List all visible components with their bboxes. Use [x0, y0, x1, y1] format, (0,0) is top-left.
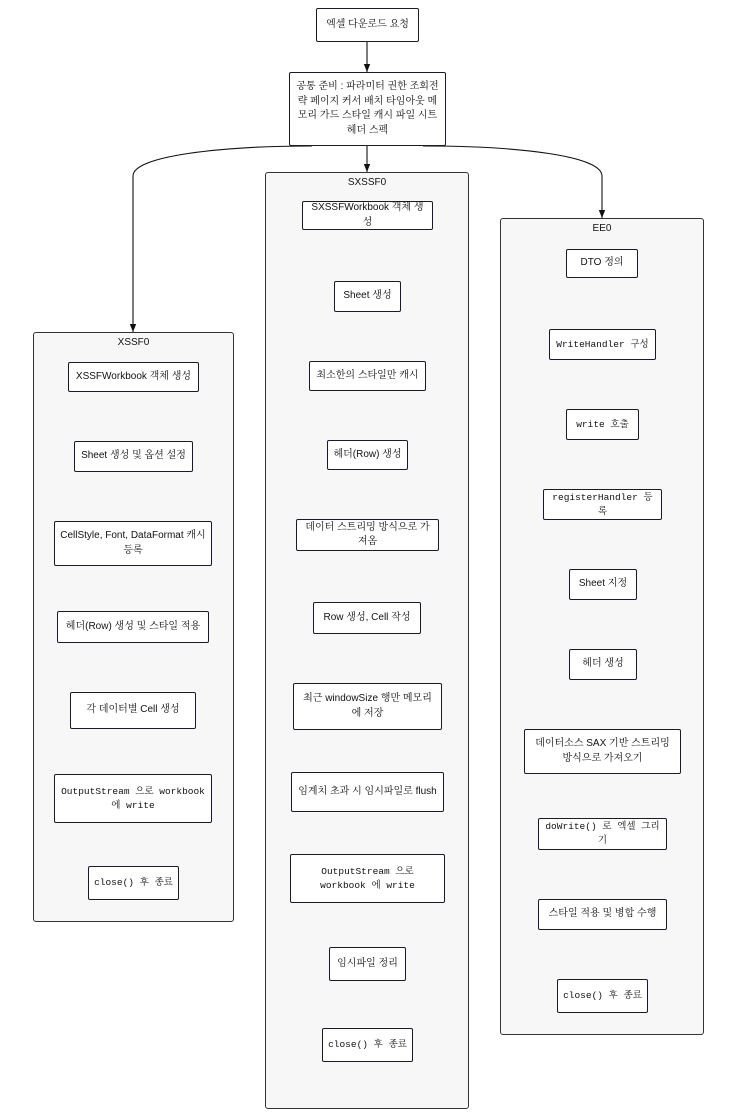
node-xssf-step-6: OutputStream 으로 workbook 에 write [54, 774, 212, 823]
node-sxssf-step-7: 최근 windowSize 행만 메모리에 저장 [293, 683, 442, 730]
node-sxssf-step-4: 헤더(Row) 생성 [327, 440, 408, 470]
node-xssf-step-7: close() 후 종료 [88, 866, 179, 900]
node-ee-step-6: 헤더 생성 [569, 649, 637, 680]
node-ee-step-10: close() 후 종료 [557, 979, 648, 1013]
node-sxssf-step-5: 데이터 스트리밍 방식으로 가져옴 [296, 519, 439, 551]
node-xssf-step-5: 각 데이터별 Cell 생성 [70, 692, 196, 729]
node-ee-step-7: 데이터소스 SAX 기반 스트리밍 방식으로 가져오기 [524, 729, 681, 774]
node-start: 엑셀 다운로드 요청 [316, 8, 419, 42]
node-ee-step-1: DTO 정의 [566, 249, 638, 278]
node-sxssf-step-8: 임계치 초과 시 임시파일로 flush [291, 772, 444, 812]
node-xssf-step-1: XSSFWorkbook 객체 생성 [68, 362, 199, 392]
node-sxssf-step-11: close() 후 종료 [322, 1028, 413, 1062]
node-ee-step-4: registerHandler 등록 [543, 489, 662, 520]
node-sxssf-step-3: 최소한의 스타일만 캐시 [309, 361, 426, 391]
node-xssf-step-3: CellStyle, Font, DataFormat 캐시 등록 [54, 521, 212, 566]
node-xssf-step-2: Sheet 생성 및 옵션 설정 [74, 441, 193, 472]
group-xssf-label: XSSF0 [117, 337, 150, 348]
node-ee-step-3: write 호출 [566, 409, 639, 440]
node-sxssf-step-1: SXSSFWorkbook 객체 생성 [302, 201, 433, 230]
node-ee-step-8: doWrite() 로 엑셀 그리기 [538, 818, 667, 850]
node-ee-step-9: 스타일 적용 및 병합 수행 [538, 899, 667, 930]
node-sxssf-step-2: Sheet 생성 [334, 281, 401, 312]
node-ee-step-2: WriteHandler 구성 [549, 329, 656, 360]
node-sxssf-step-10: 임시파일 정리 [329, 947, 406, 981]
node-common-prep: 공통 준비 : 파라미터 권한 조회전략 페이지 커서 배치 타임아웃 메모리 가드 스타일 캐시 파일 시트 헤더 스펙 [289, 72, 446, 146]
group-ee-label: EE0 [592, 223, 612, 234]
node-xssf-step-4: 헤더(Row) 생성 및 스타일 적용 [57, 611, 209, 643]
node-sxssf-step-9: OutputStream 으로 workbook 에 write [290, 854, 445, 903]
node-sxssf-step-6: Row 생성, Cell 작성 [313, 602, 421, 634]
node-ee-step-5: Sheet 지정 [569, 569, 637, 600]
group-sxssf-label: SXSSF0 [347, 177, 387, 188]
